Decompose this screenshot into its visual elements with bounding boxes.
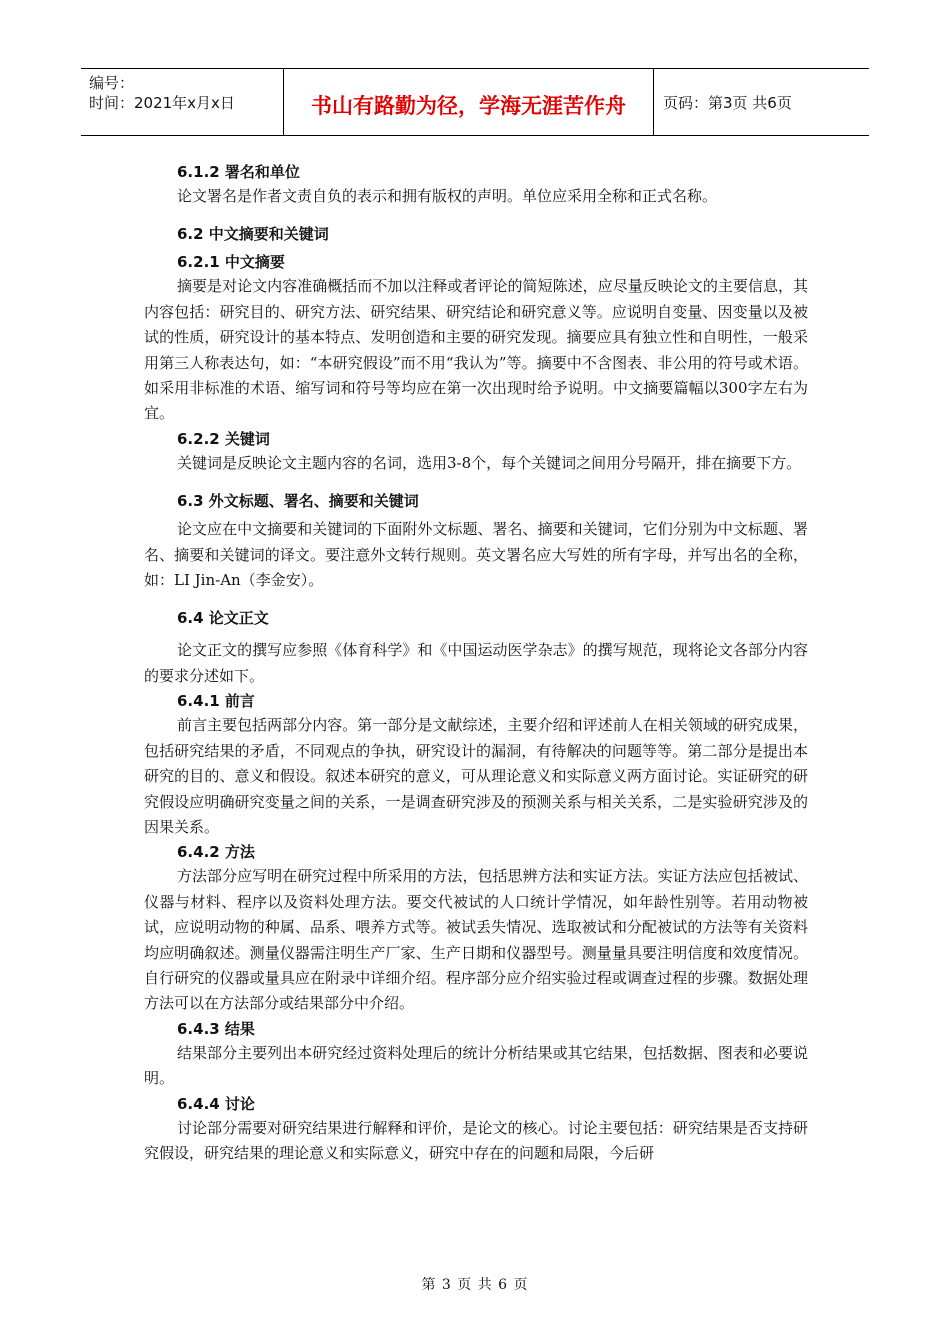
paragraph-6-4: 论文正文的撰写应参照《体育科学》和《中国运动医学杂志》的撰写规范，现将论文各部分内容的要求分述如下。 (144, 641, 808, 685)
section-heading-6-4-1: 6.4.1 前言 (177, 692, 255, 711)
page-header (81, 68, 869, 136)
page-footer: 第 3 页 共 6 页 (421, 1277, 529, 1293)
section-heading-6-2: 6.2 中文摘要和关键词 (177, 225, 329, 244)
paragraph-6-3: 论文应在中文摘要和关键词的下面附外文标题、署名、摘要和关键词，它们分别为中文标题、署名、摘要和关键词的译文。要注意外文转行规则。英文署名应大写姓的所有字母，并写出名的全称，如：LI Jin-An（李金安）。 (144, 520, 808, 590)
paragraph-6-2-2: 关键词是反映论文主题内容的名词，选用3-8个，每个关键词之间用分号隔开，排在摘要下方。 (177, 453, 802, 472)
section-heading-6-4-4: 6.4.4 讨论 (177, 1094, 255, 1113)
section-heading-6-4-2: 6.4.2 方法 (177, 843, 255, 862)
header-page-info: 页码：第3页 共6页 (663, 93, 792, 112)
paragraph-6-4-2: 方法部分应写明在研究过程中所采用的方法，包括思辨方法和实证方法。实证方法应包括被试、仪器与材料、程序以及资料处理方法。要交代被试的人口统计学情况，如年龄性别等。若用动物被试，应说明动物的种属、品系、喂养方式等。被试丢失情况、选取被试和分配被试的方法等有关资料均应明确叙述。测量仪器需注明生产厂家、生产日期和仪器型号。测量量具要注明信度和效度情况。自行研究的仪器或量具应在附录中详细介绍。程序部分应介绍实验过程或调查过程的步骤。数据处理方法可以在方法部分或结果部分中介绍。 (144, 867, 808, 1013)
paragraph-6-2-1: 摘要是对论文内容准确概括而不加以注释或者评论的简短陈述，应尽量反映论文的主要信息，其内容包括：研究目的、研究方法、研究结果、研究结论和研究意义等。应说明自变量、因变量以及被试的性质，研究设计的基本特点、发明创造和主要的研究发现。摘要应具有独立性和自明性，一般采用第三人称表达句，如：“本研究假设”而不用“我认为”等。摘要中不含图表、非公用的符号或术语。如采用非标准的术语、缩写词和符号等均应在第一次出现时给予说明。中文摘要篇幅以300字左右为宜。 (144, 277, 808, 423)
paragraph-6-4-4: 讨论部分需要对研究结果进行解释和评价，是论文的核心。讨论主要包括：研究结果是否支持研究假设，研究结果的理论意义和实际意义，研究中存在的问题和局限，今后研 (144, 1118, 808, 1162)
paragraph-6-1-2: 论文署名是作者文责自负的表示和拥有版权的声明。单位应采用全称和正式名称。 (177, 187, 718, 205)
document-body (144, 160, 808, 1166)
section-heading-6-4: 6.4 论文正文 (177, 609, 269, 628)
section-heading-6-3: 6.3 外文标题、署名、摘要和关键词 (177, 492, 419, 511)
header-motto: 书山有路勤为径，学海无涯苦作舟 (283, 69, 654, 135)
paragraph-6-4-1: 前言主要包括两部分内容。第一部分是文献综述，主要介绍和评述前人在相关领域的研究成果，包括研究结果的矛盾，不同观点的争执，研究设计的漏洞，有待解决的问题等等。第二部分是提出本研究的目的、意义和假设。叙述本研究的意义，可从理论意义和实际意义两方面讨论。实证研究的研究假设应明确研究变量之间的关系，一是调查研究涉及的预测关系与相关关系，二是实验研究涉及的因果关系。 (144, 716, 808, 836)
section-heading-6-1-2: 6.1.2 署名和单位 (177, 163, 300, 181)
header-date-label: 时间：2021年x月x日 (89, 94, 235, 112)
section-heading-6-2-2: 6.2.2 关键词 (177, 429, 270, 448)
header-number-label: 编号： (89, 74, 135, 92)
section-heading-6-4-3: 6.4.3 结果 (177, 1019, 255, 1038)
paragraph-6-4-3: 结果部分主要列出本研究经过资料处理后的统计分析结果或其它结果，包括数据、图表和必要说明。 (144, 1043, 808, 1088)
section-heading-6-2-1: 6.2.1 中文摘要 (177, 253, 285, 272)
header-meta (81, 69, 283, 135)
